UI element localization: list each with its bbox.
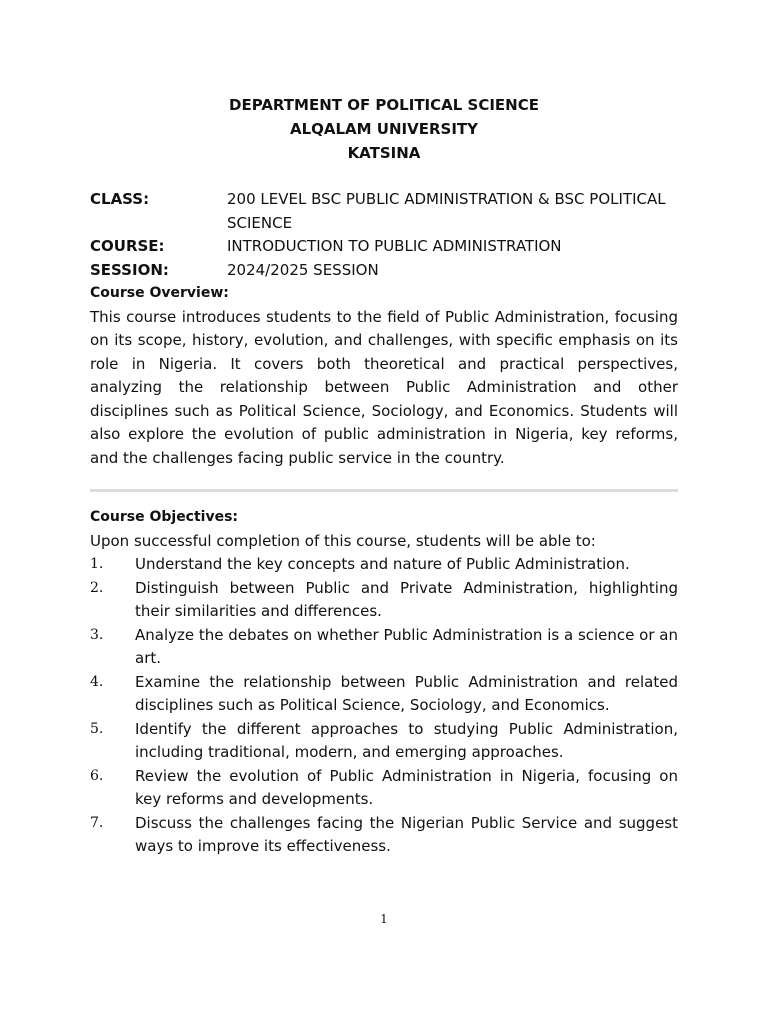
- list-item-number: 3.: [90, 626, 104, 643]
- list-item: [90, 718, 678, 765]
- class-value: 200 LEVEL BSC PUBLIC ADMINISTRATION & BSC POLITICAL SCIENCE: [227, 190, 666, 232]
- list-item: [90, 812, 678, 859]
- page-number: 1: [380, 912, 388, 926]
- university-location: KATSINA: [347, 144, 421, 162]
- list-item: [90, 624, 678, 671]
- section-divider: [90, 489, 678, 492]
- course-row: [90, 235, 680, 259]
- list-item-number: 5.: [90, 720, 104, 737]
- list-item: [90, 671, 678, 718]
- list-item-number: 2.: [90, 579, 104, 596]
- list-item-text: Discuss the challenges facing the Nigerian Public Service and suggest ways to improve its effectiveness.: [135, 813, 678, 855]
- course-label: COURSE:: [90, 237, 165, 255]
- list-item-text: Examine the relationship between Public Administration and related disciplines such as Political Science, Sociology, and Economics.: [135, 672, 678, 714]
- department-name: DEPARTMENT OF POLITICAL SCIENCE: [229, 96, 539, 114]
- list-item: [90, 577, 678, 624]
- course-objectives-title: Course Objectives:: [90, 509, 239, 525]
- objectives-list: [90, 553, 678, 859]
- course-value: INTRODUCTION TO PUBLIC ADMINISTRATION: [227, 237, 562, 255]
- course-objectives-intro: Upon successful completion of this course, students will be able to:: [90, 531, 596, 550]
- list-item-text: Review the evolution of Public Administration in Nigeria, focusing on key reforms and developments.: [135, 766, 678, 808]
- course-overview-section: [90, 282, 678, 470]
- class-label: CLASS:: [90, 190, 150, 208]
- session-label: SESSION:: [90, 260, 169, 279]
- list-item-text: Understand the key concepts and nature of Public Administration.: [135, 555, 630, 573]
- class-row: [90, 188, 680, 235]
- course-metadata: [90, 188, 680, 282]
- list-item: [90, 553, 678, 577]
- session-value: 2024/2025 SESSION: [227, 260, 379, 279]
- list-item: [90, 765, 678, 812]
- list-item-text: Distinguish between Public and Private Administration, highlighting their similarities and differences.: [135, 578, 678, 620]
- course-overview-body: This course introduces students to the field of Public Administration, focusing on its scope, history, evolution, and challenges, with specific emphasis on its role in Nigeria. It covers both theoretical and practical perspectives, analyzing the relationship between Public Administration and other disciplines such as Political Science, Sociology, and Economics. Students will also explore the evolution of public administration in Nigeria, key reforms, and the challenges facing public service in the country.: [90, 307, 678, 467]
- document-header: [0, 93, 768, 165]
- session-row: [90, 259, 680, 283]
- list-item-number: 7.: [90, 814, 104, 831]
- list-item-number: 6.: [90, 767, 104, 784]
- list-item-number: 1.: [90, 556, 104, 572]
- university-name: ALQALAM UNIVERSITY: [289, 120, 479, 138]
- course-objectives-section: [90, 506, 678, 859]
- list-item-number: 4.: [90, 673, 104, 690]
- list-item-text: Identify the different approaches to studying Public Administration, including traditional, modern, and emerging approaches.: [135, 719, 678, 761]
- course-overview-title: Course Overview:: [90, 285, 229, 301]
- list-item-text: Analyze the debates on whether Public Administration is a science or an art.: [135, 625, 678, 667]
